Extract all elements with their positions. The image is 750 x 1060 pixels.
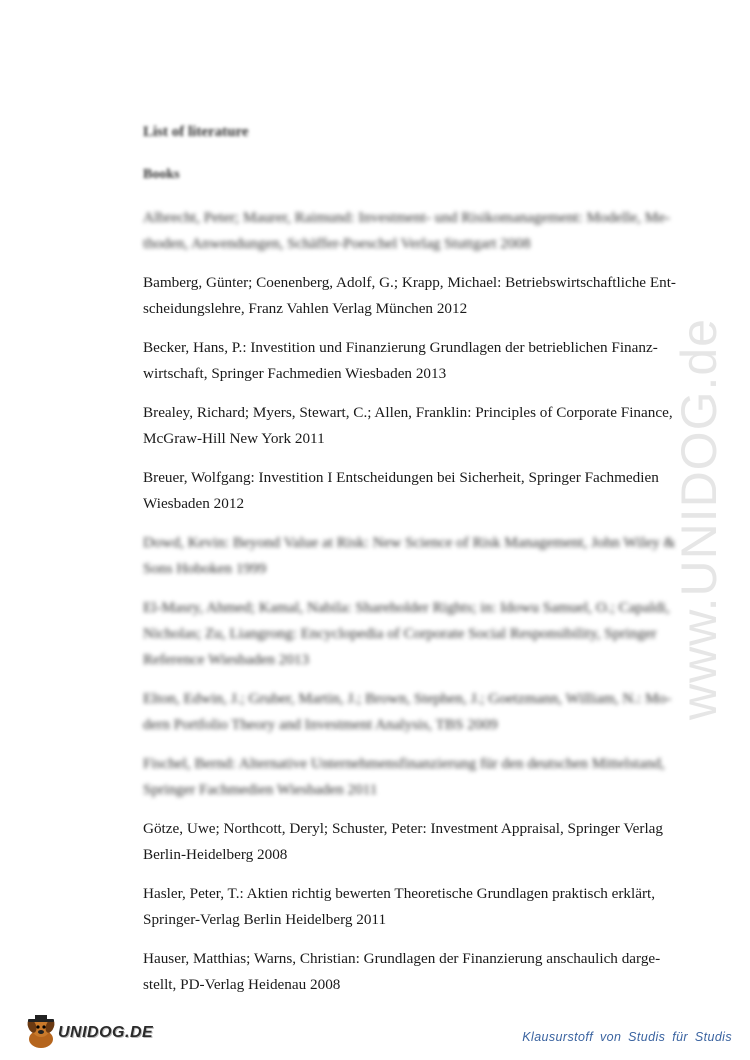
entry-line: wirtschaft, Springer Fachmedien Wiesbaden 2013: [143, 365, 447, 382]
entry-line: Sons Hoboken 1999: [143, 560, 267, 577]
literature-entry: [143, 595, 683, 673]
entry-line: Bamberg, Günter; Coenenberg, Adolf, G.; Krapp, Michael: Betriebswirtschaftliche Ent-: [143, 274, 676, 291]
entry-line: Götze, Uwe; Northcott, Deryl; Schuster, Peter: Investment Appraisal, Springer Verlag: [143, 820, 663, 837]
page-title: List of literature: [143, 124, 249, 140]
entry-line: Hasler, Peter, T.: Aktien richtig bewerten Theoretische Grundlagen praktisch erklärt,: [143, 885, 656, 902]
entry-line: dern Portfolio Theory and Investment Analysis, TBS 2009: [143, 716, 498, 733]
literature-entry: [143, 530, 683, 582]
literature-list: [143, 205, 683, 1011]
literature-entry: [143, 881, 683, 933]
unidog-logo[interactable]: [22, 1015, 162, 1051]
entry-line: Becker, Hans, P.: Investition und Finanzierung Grundlagen der betrieblichen Finanz-: [143, 339, 658, 356]
dog-mascot-icon: [22, 1015, 60, 1051]
entry-line: El-Masry, Ahmed; Kamal, Nabila: Shareholder Rights; in: Idowu Samuel, O.; Capaldi,: [143, 599, 670, 616]
logo-text: UNIDOG.DE: [58, 1024, 154, 1041]
entry-line: Springer Fachmedien Wiesbaden 2011: [143, 781, 378, 798]
entry-line: Hauser, Matthias; Warns, Christian: Grundlagen der Finanzierung anschaulich darge-: [143, 950, 661, 967]
entry-line: Wiesbaden 2012: [143, 495, 245, 512]
literature-entry: [143, 400, 683, 452]
literature-entry: [143, 686, 683, 738]
watermark: www.UNIDOG.de: [671, 318, 727, 720]
entry-line: Dowd, Kevin: Beyond Value at Risk: New Science of Risk Management, John Wiley &: [143, 534, 676, 551]
literature-entry: [143, 751, 683, 803]
entry-line: stellt, PD-Verlag Heidenau 2008: [143, 976, 341, 993]
literature-entry: [143, 270, 683, 322]
entry-line: Fischel, Bernd: Alternative Unternehmensfinanzierung für den deutschen Mittelstand,: [143, 755, 665, 772]
literature-entry: [143, 205, 683, 257]
entry-line: Springer-Verlag Berlin Heidelberg 2011: [143, 911, 387, 928]
entry-line: Berlin-Heidelberg 2008: [143, 846, 288, 863]
entry-line: scheidungslehre, Franz Vahlen Verlag München 2012: [143, 300, 468, 317]
entry-line: Reference Wiesbaden 2013: [143, 651, 310, 668]
entry-line: Brealey, Richard; Myers, Stewart, C.; Allen, Franklin: Principles of Corporate Finance,: [143, 404, 673, 421]
literature-entry: [143, 946, 683, 998]
entry-line: Albrecht, Peter; Maurer, Raimund: Investment- und Risikomanagement: Modelle, Me-: [143, 209, 671, 226]
entry-line: McGraw-Hill New York 2011: [143, 430, 325, 447]
footer-tagline: Klausurstoff von Studis für Studis: [522, 1030, 732, 1044]
literature-entry: [143, 465, 683, 517]
entry-line: Elton, Edwin, J.; Gruber, Martin, J.; Brown, Stephen, J.; Goetzmann, William, N.: Mo-: [143, 690, 672, 707]
literature-entry: [143, 816, 683, 868]
entry-line: thoden, Anwendungen, Schäffer-Poeschel Verlag Stuttgart 2008: [143, 235, 531, 252]
entry-line: Breuer, Wolfgang: Investition I Entscheidungen bei Sicherheit, Springer Fachmedien: [143, 469, 659, 486]
section-heading: Books: [143, 167, 180, 182]
literature-entry: [143, 335, 683, 387]
entry-line: Nicholas; Zu, Liangrong: Encyclopedia of Corporate Social Responsibility, Springer: [143, 625, 657, 642]
